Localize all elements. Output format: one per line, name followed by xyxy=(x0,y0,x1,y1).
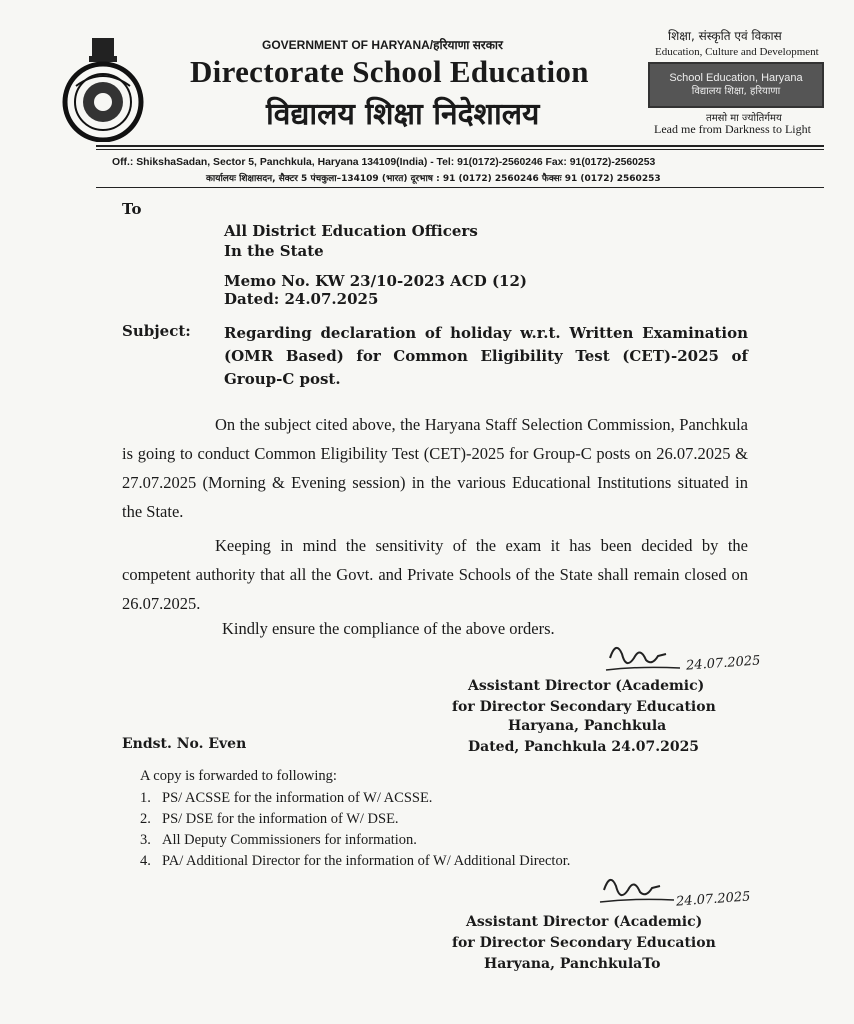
signatory-designation: Assistant Director (Academic) xyxy=(468,678,705,694)
copy-item-text: All Deputy Commissioners for information. xyxy=(162,832,417,848)
closing-line: Kindly ensure the compliance of the above orders. xyxy=(222,619,555,638)
copy-item-number: 1. xyxy=(140,790,151,806)
tagline-hindi: शिक्षा, संस्कृति एवं विकास xyxy=(668,29,782,43)
tagline-english: Education, Culture and Development xyxy=(655,46,819,58)
directorate-title-hindi: विद्यालय शिक्षा निदेशालय xyxy=(266,97,540,132)
header-divider xyxy=(96,145,824,147)
copy-item xyxy=(140,811,399,828)
government-line: GOVERNMENT OF HARYANA/हरियाणा सरकार xyxy=(262,38,503,52)
copy-item xyxy=(140,790,432,807)
address-divider xyxy=(96,187,824,188)
logo-text-english: School Education, Haryana xyxy=(669,72,803,84)
copy-intro: A copy is forwarded to following: xyxy=(140,768,337,784)
signatory-dated: Dated, Panchkula 24.07.2025 xyxy=(468,739,700,755)
signatory-designation-2: Assistant Director (Academic) xyxy=(466,914,703,930)
header-divider-thin xyxy=(96,149,824,150)
signatory-office-2: for Director Secondary Education xyxy=(452,935,716,951)
memo-date: Dated: 24.07.2025 xyxy=(224,290,379,308)
copy-item-text: PA/ Additional Director for the information of W/ Additional Director. xyxy=(162,853,571,869)
body-paragraph-2-text: Keeping in mind the sensitivity of the exam it has been decided by the competent authority that all the Govt. and Private Schools of the State shall remain closed on 26.07.2025. xyxy=(122,536,748,613)
logo-text-hindi: विद्यालय शिक्षा, हरियाणा xyxy=(691,86,781,97)
signature-date-2: 24.07.2025 xyxy=(675,889,751,910)
directorate-title-english: Directorate School Education xyxy=(190,54,589,89)
to-label: To xyxy=(122,200,142,218)
copy-item-text: PS/ ACSSE for the information of W/ ACSSE. xyxy=(162,790,433,806)
endorsement-label: Endst. No. Even xyxy=(122,736,247,752)
memo-number: Memo No. KW 23/10-2023 ACD (12) xyxy=(224,272,528,290)
school-education-logo xyxy=(648,62,824,108)
recipient-line-2: In the State xyxy=(224,242,324,260)
copy-item-number: 3. xyxy=(140,832,151,848)
body-paragraph-2 xyxy=(122,531,748,618)
signatory-location-2: Haryana, PanchkulaTo xyxy=(484,956,661,972)
subject-text: Regarding declaration of holiday w.r.t. Written Examination (OMR Based) for Common Eligibility Test (CET)-2025 of Group-C post. xyxy=(224,324,748,388)
copy-item xyxy=(140,832,417,849)
copy-item xyxy=(140,853,570,870)
body-paragraph-1-text: On the subject cited above, the Haryana Staff Selection Commission, Panchkula is going to conduct Common Eligibility Test (CET)-2025 for Group-C posts on 26.07.2025 & 27.07.2025 (Morning & Evening session) in the various Educational Institutions situated in the State. xyxy=(122,415,748,521)
motto-english: Lead me from Darkness to Light xyxy=(654,122,811,136)
signatory-office: for Director Secondary Education xyxy=(452,699,716,715)
office-address-english: Off.: ShikshaSadan, Sector 5, Panchkula, Haryana 134109(India) - Tel: 91(0172)-2560246 Fax: 91(0172)-2560253 xyxy=(112,157,656,168)
office-address-hindi: कार्यालयः शिक्षासदन, सैक्टर 5 पंचकुला–134109 (भारत) दूरभाष : 91 (0172) 2560246 फैक्सः 91 (0172) 2560253 xyxy=(206,174,661,184)
body-paragraph-1 xyxy=(122,410,748,526)
signatory-location: Haryana, Panchkula xyxy=(508,718,667,734)
copy-item-number: 4. xyxy=(140,853,151,869)
subject-label: Subject: xyxy=(122,322,191,340)
motto-hindi: तमसो मा ज्योतिर्गमय xyxy=(706,113,782,124)
haryana-emblem-icon xyxy=(62,36,144,142)
signature-date: 24.07.2025 xyxy=(685,653,761,674)
copy-item-number: 2. xyxy=(140,811,151,827)
recipient-line-1: All District Education Officers xyxy=(224,222,478,240)
copy-item-text: PS/ DSE for the information of W/ DSE. xyxy=(162,811,399,827)
